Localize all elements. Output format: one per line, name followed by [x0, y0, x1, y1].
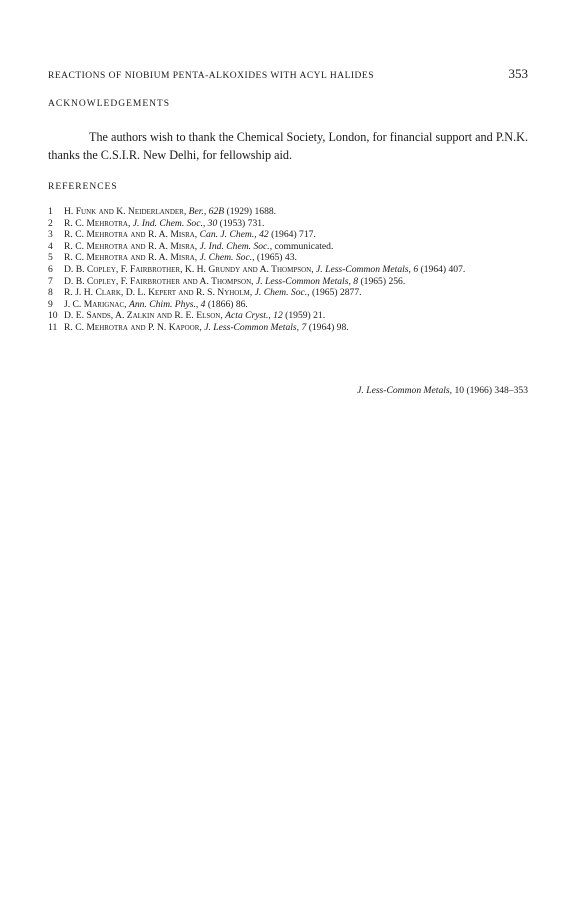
- reference-item: [48, 310, 528, 322]
- reference-volume: 62B: [208, 206, 225, 217]
- reference-details: (1866) 86.: [207, 298, 248, 310]
- reference-details: (1965) 256.: [360, 275, 406, 287]
- running-head-title: REACTIONS OF NIOBIUM PENTA-ALKOXIDES WITH ACYL HALIDES: [48, 71, 375, 81]
- reference-journal: J. Less-Common Metals,: [204, 321, 300, 333]
- reference-journal: J. Chem. Soc.,: [199, 252, 255, 264]
- reference-text: [64, 287, 528, 299]
- reference-item: [48, 276, 528, 288]
- reference-details: (1929) 1688.: [226, 206, 277, 217]
- reference-details: (1965) 43.: [256, 252, 297, 264]
- reference-item: [48, 229, 528, 241]
- running-head: [48, 66, 528, 82]
- reference-number: 1: [48, 206, 53, 217]
- reference-authors: R. C. Mehrotra and R. A. Misra,: [64, 240, 198, 252]
- reference-text: [64, 322, 528, 334]
- reference-item: [48, 299, 528, 311]
- reference-journal: Ber.,: [188, 206, 207, 217]
- reference-journal: Acta Cryst.,: [225, 310, 271, 322]
- reference-volume: 6: [413, 263, 419, 275]
- journal-citation-footer: [357, 385, 528, 396]
- reference-authors: D. B. Copley, F. Fairbrother, K. H. Grundy and A. Thompson,: [64, 263, 314, 275]
- reference-list: [48, 206, 528, 334]
- reference-details: (1964) 98.: [308, 321, 349, 333]
- reference-volume: 30: [207, 217, 218, 229]
- reference-volume: 12: [273, 310, 283, 322]
- reference-authors: D. B. Copley, F. Fairbrother and A. Thompson,: [64, 275, 254, 287]
- reference-journal: J. Chem. Soc.,: [254, 287, 310, 299]
- reference-authors: R. C. Mehrotra and R. A. Misra,: [64, 229, 198, 241]
- reference-item: [48, 287, 528, 299]
- reference-text: [64, 229, 528, 241]
- reference-authors: H. Funk and K. Neiderlander,: [64, 206, 187, 217]
- references-heading: REFERENCES: [48, 182, 118, 192]
- reference-authors: R. J. H. Clark, D. L. Kepert and R. S. Nyholm,: [64, 287, 253, 299]
- reference-volume: 8: [353, 275, 359, 287]
- reference-number: 4: [48, 240, 53, 252]
- reference-details: (1965) 2877.: [311, 287, 362, 299]
- reference-journal: Can. J. Chem.,: [199, 229, 257, 241]
- reference-item: [48, 264, 528, 276]
- reference-item: [48, 322, 528, 334]
- footer-journal: J. Less-Common Metals,: [357, 385, 453, 396]
- acknowledgements-text: The authors wish to thank the Chemical Society, London, for financial support and P.N.K. thanks the C.S.I.R. New Delhi, for fellowship aid.: [48, 130, 528, 162]
- reference-authors: R. C. Mehrotra and P. N. Kapoor,: [64, 321, 202, 333]
- reference-authors: R. C. Mehrotra,: [64, 217, 131, 229]
- reference-text: [64, 241, 528, 253]
- reference-details: communicated.: [274, 240, 334, 252]
- reference-text: [64, 310, 528, 322]
- reference-number: 5: [48, 252, 53, 264]
- reference-text: [64, 299, 528, 311]
- reference-journal: Ann. Chim. Phys.,: [128, 298, 199, 310]
- reference-text: [64, 264, 528, 276]
- reference-number: 10: [48, 310, 58, 322]
- reference-journal: J. Less-Common Metals,: [316, 263, 411, 275]
- reference-text: [64, 218, 528, 230]
- reference-volume: 7: [301, 321, 307, 333]
- reference-details: (1964) 407.: [420, 263, 466, 275]
- reference-authors: D. E. Sands, A. Zalkin and R. E. Elson,: [64, 310, 223, 322]
- reference-details: (1964) 717.: [271, 229, 316, 241]
- reference-journal: J. Ind. Chem. Soc.,: [132, 217, 206, 229]
- reference-number: 7: [48, 275, 53, 287]
- reference-text: [64, 276, 528, 288]
- reference-volume: 42: [259, 229, 269, 241]
- reference-number: 2: [48, 217, 53, 229]
- acknowledgements-heading: ACKNOWLEDGEMENTS: [48, 99, 171, 109]
- reference-details: (1953) 731.: [219, 217, 265, 229]
- footer-volume-pages: 10 (1966) 348–353: [454, 385, 528, 396]
- reference-text: [64, 252, 528, 264]
- reference-authors: R. C. Mehrotra and R. A. Misra,: [64, 252, 198, 264]
- reference-details: (1959) 21.: [285, 310, 326, 322]
- reference-number: 9: [48, 298, 53, 310]
- reference-item: [48, 218, 528, 230]
- reference-volume: 4: [200, 298, 206, 310]
- reference-number: 3: [48, 229, 53, 241]
- reference-journal: J. Ind. Chem. Soc.,: [199, 240, 273, 252]
- reference-number: 11: [48, 321, 58, 333]
- reference-item: [48, 241, 528, 253]
- reference-number: 6: [48, 263, 53, 275]
- reference-item: [48, 206, 528, 218]
- reference-text: [64, 206, 528, 218]
- reference-item: [48, 252, 528, 264]
- reference-journal: J. Less-Common Metals,: [255, 275, 351, 287]
- reference-number: 8: [48, 287, 53, 299]
- reference-authors: J. C. Marignac,: [64, 298, 127, 310]
- page-number: 353: [508, 66, 528, 81]
